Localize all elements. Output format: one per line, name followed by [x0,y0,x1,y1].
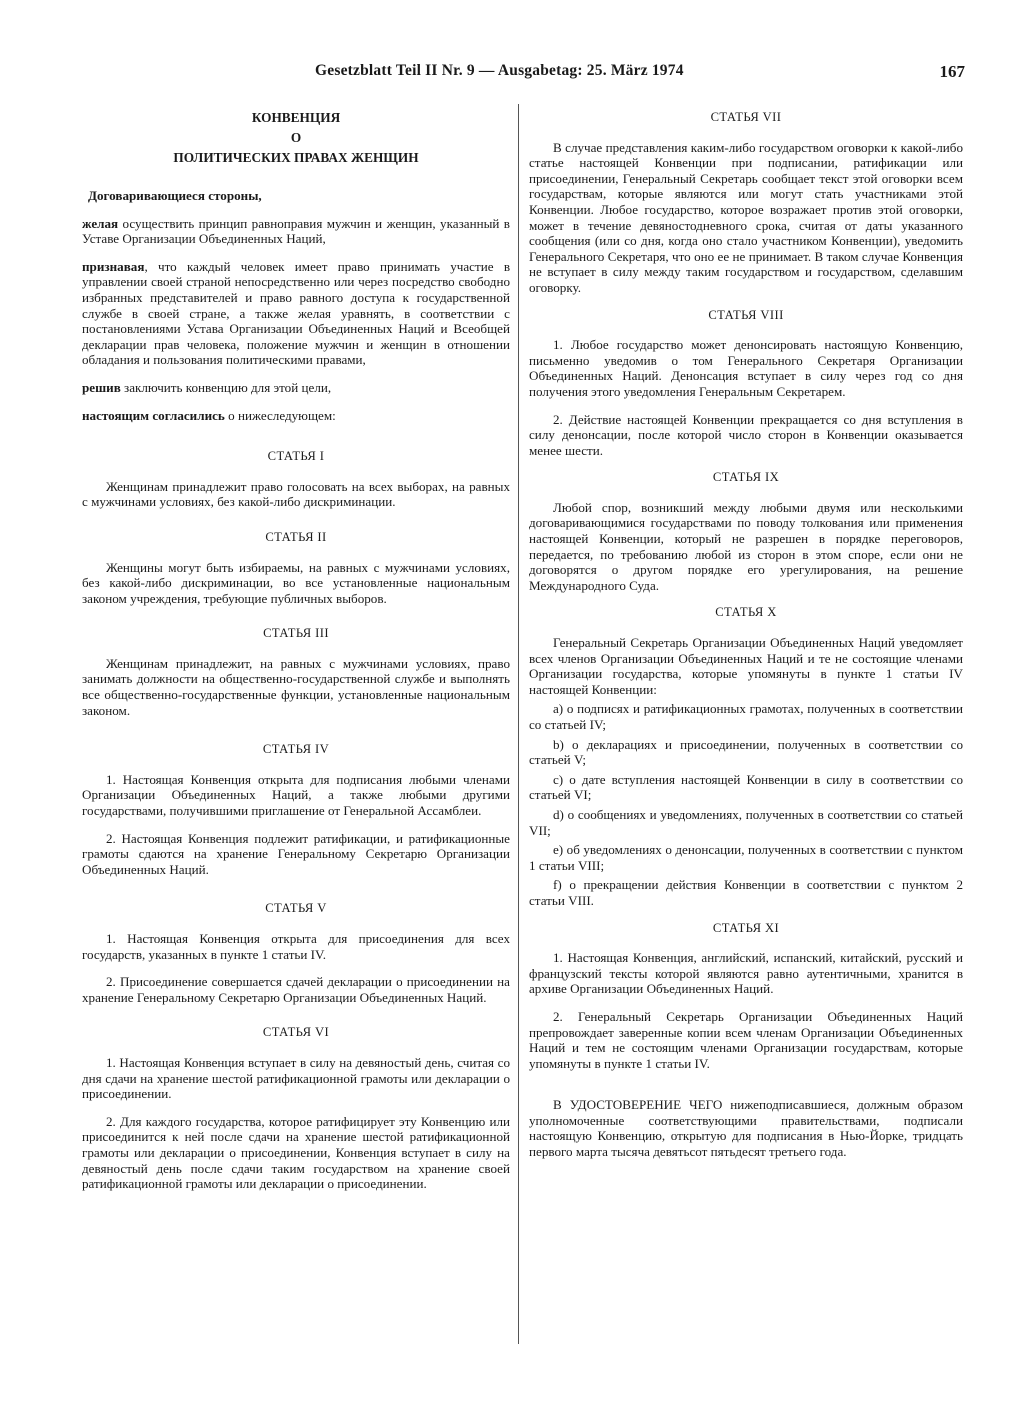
article-7-text: В случае представления каким-либо государством оговорки к какой-либо статье настоящей Конвенции при подписании, ратификации или присоединении, Генеральный Секретарь сообщает текст этой оговорки всем государствам, которые являются или могут стать участниками этой Конвенции. Любое государство, которое возражает против этой оговорки, может в течение девяностодневного срока, считая от даты указанного сообщения (или со дня, когда оно стало участником Конвенции), уведомить Генерального Секретаря, что оно ее не принимает. В таком случае Конвенция не вступает в силу между таким государством и государством, сделавшим оговорку. [529,139,963,295]
preamble-keyword: настоящим согласились [82,407,225,423]
title-line-1: КОНВЕНЦИЯ [251,110,341,125]
article-7-heading: СТАТЬЯ VII [710,110,782,124]
preamble-text: заключить конвенцию для этой цели, [120,379,332,395]
preamble-resolved [82,380,510,396]
article-11-para-1: 1. Настоящая Конвенция, английский, испанский, китайский, русский и французский тексты которой являются равно аутентичными, хранится в архиве Организации Объединенных Наций. [529,950,963,997]
preamble-desiring [82,216,510,247]
article-10-item-e: e) об уведомлениях о денонсации, полученных в соответствии с пунктом 1 статьи VIII; [529,842,963,873]
contracting-parties: Договаривающиеся стороны, [88,188,262,203]
article-10-item-b: b) о декларациях и присоединении, полученных в соответствии со статьей V; [529,736,963,768]
article-5-para-2: 2. Присоединение совершается сдачей декларации о присоединении на хранение Генеральному Секретарю Организации Объединенных Наций. [82,974,510,1005]
preamble-text: о нижеследующем: [224,407,336,423]
title-line-2: О [290,130,302,145]
preamble-text: , что каждый человек имеет право принимать участие в управлении своей страной непосредственно или через посредство свободно избранных представителей и право равного доступа к государственной службе в своей стране, а также желая уравнять, в соответствии с постановлениями Устава Организации Объединенных Наций и Всеобщей декларации прав человека, положение мужчин и женщин в отношении обладания и пользования политическими правами, [82,258,510,368]
preamble-keyword: решив [82,379,121,395]
article-3-text: Женщинам принадлежит, на равных с мужчинами условиях, право занимать должности на общественно-государственной службе и выполнять все общественно-государственные функции, установленные национальным законом. [82,655,510,718]
article-11-para-2: 2. Генеральный Секретарь Организации Объединенных Наций препровождает заверенные копии всем членам Организации Объединенных Наций и тем не состоящим членами Организации государствам, которые упомянуты в пункте 1 статьи IV. [529,1008,963,1071]
article-10-item-d: d) о сообщениях и уведомлениях, полученных в соответствии со статьей VII; [529,806,963,838]
article-8-heading: СТАТЬЯ VIII [708,307,784,322]
article-9-heading: СТАТЬЯ IX [712,470,780,485]
article-5-heading: СТАТЬЯ V [265,901,327,916]
article-11-heading: СТАТЬЯ XI [712,920,780,935]
right-column [529,108,963,1172]
article-4-para-2: 2. Настоящая Конвенция подлежит ратификации, и ратификационные грамоты сдаются на хранение Генеральному Секретарю Организации Объединенных Наций. [82,830,510,877]
closing-clause: В УДОСТОВЕРЕНИЕ ЧЕГО нижеподписавшиеся, должным образом уполномоченные соответствующими правительствами, подписали настоящую Конвенцию, открытую для подписания в Нью-Йорке, тридцать первого марта тысяча девятьсот пятьдесят третьего года. [529,1097,963,1160]
article-5-para-1: 1. Настоящая Конвенция открыта для присоединения для всех государств, указанных в пункте 1 статьи IV. [82,931,510,962]
column-divider [518,104,519,1344]
article-10-item-a: a) о подписях и ратификационных грамотах, полученных в соответствии со статьей IV; [529,701,963,732]
article-3-heading: СТАТЬЯ III [263,626,329,641]
article-6-para-1: 1. Настоящая Конвенция вступает в силу на девяностый день, считая со дня сдачи на хранение шестой ратификационной грамоты или декларации о присоединении. [82,1054,510,1102]
article-10-item-c: c) о дате вступления настоящей Конвенции в силу в соответствии со статьей VI; [529,771,963,803]
article-6-para-2: 2. Для каждого государства, которое ратифицирует эту Конвенцию или присоединится к ней после сдачи на хранение шестой ратификационной грамоты или декларации о присоединении, Конвенция вступает в силу на девяностый день после сдачи таким государством на хранение своей ратификационной грамоты или декларации о присоединении. [82,1113,510,1192]
article-1-heading: СТАТЬЯ I [267,449,325,464]
preamble-keyword: признавая [82,258,145,274]
article-4-heading: СТАТЬЯ IV [262,742,330,757]
preamble-recognizing [82,259,510,368]
article-2-heading: СТАТЬЯ II [265,529,327,544]
article-1-text: Женщинам принадлежит право голосовать на всех выборах, на равных с мужчинами условиях, без какой-либо дискриминации. [82,478,510,510]
page-number: 167 [939,62,965,81]
article-10-item-f: f) о прекращении действия Конвенции в соответствии с пунктом 2 статьи VIII. [529,877,963,908]
article-10-heading: СТАТЬЯ X [715,605,777,620]
header-title: Gesetzblatt Teil II Nr. 9 — Ausgabetag: 25. März 1974 [315,62,684,79]
article-6-heading: СТАТЬЯ VI [262,1025,330,1040]
title-line-3: ПОЛИТИЧЕСКИХ ПРАВАХ ЖЕНЩИН [173,150,419,165]
preamble-text: осуществить принцип равноправия мужчин и женщин, указанный в Уставе Организации Объединенных Наций, [82,215,510,247]
preamble-agreed [82,408,510,424]
preamble-keyword: желая [82,215,119,231]
left-column [82,108,510,1204]
article-2-text: Женщины могут быть избираемы, на равных с мужчинами условиях, без какой-либо дискриминации, во все установленные национальным законом учреждения, требующие публичных выборов. [82,559,510,606]
article-4-para-1: 1. Настоящая Конвенция открыта для подписания любыми членами Организации Объединенных Наций, а также любыми другими государствами, получившими приглашение от Генеральной Ассамблеи. [82,771,510,819]
article-8-para-1: 1. Любое государство может денонсировать настоящую Конвенцию, письменно уведомив о том Генерального Секретаря Организации Объединенных Наций. Денонсация вступает в силу через год со дня получения этого уведомления Генеральным Секретарем. [529,337,963,399]
article-8-para-2: 2. Действие настоящей Конвенции прекращается со дня вступления в силу денонсации, после которой число сторон в Конвенции оказывается менее шести. [529,411,963,458]
article-9-text: Любой спор, возникший между любыми двумя или несколькими договаривающимися государствами по поводу толкования или применения настоящей Конвенции, который не разрешен в порядке переговоров, передается, по требованию любой из сторон в этом споре, если они не договорятся о другом порядке его урегулирования, на решение Международного Суда. [529,499,963,593]
page-header [60,62,965,86]
document-title [82,108,510,168]
article-10-intro: Генеральный Секретарь Организации Объединенных Наций уведомляет всех членов Организации Объединенных Наций и те не состоящие членами Организации государства, которые упомянуты в пункте 1 статьи IV настоящей Конвенции: [529,635,963,697]
